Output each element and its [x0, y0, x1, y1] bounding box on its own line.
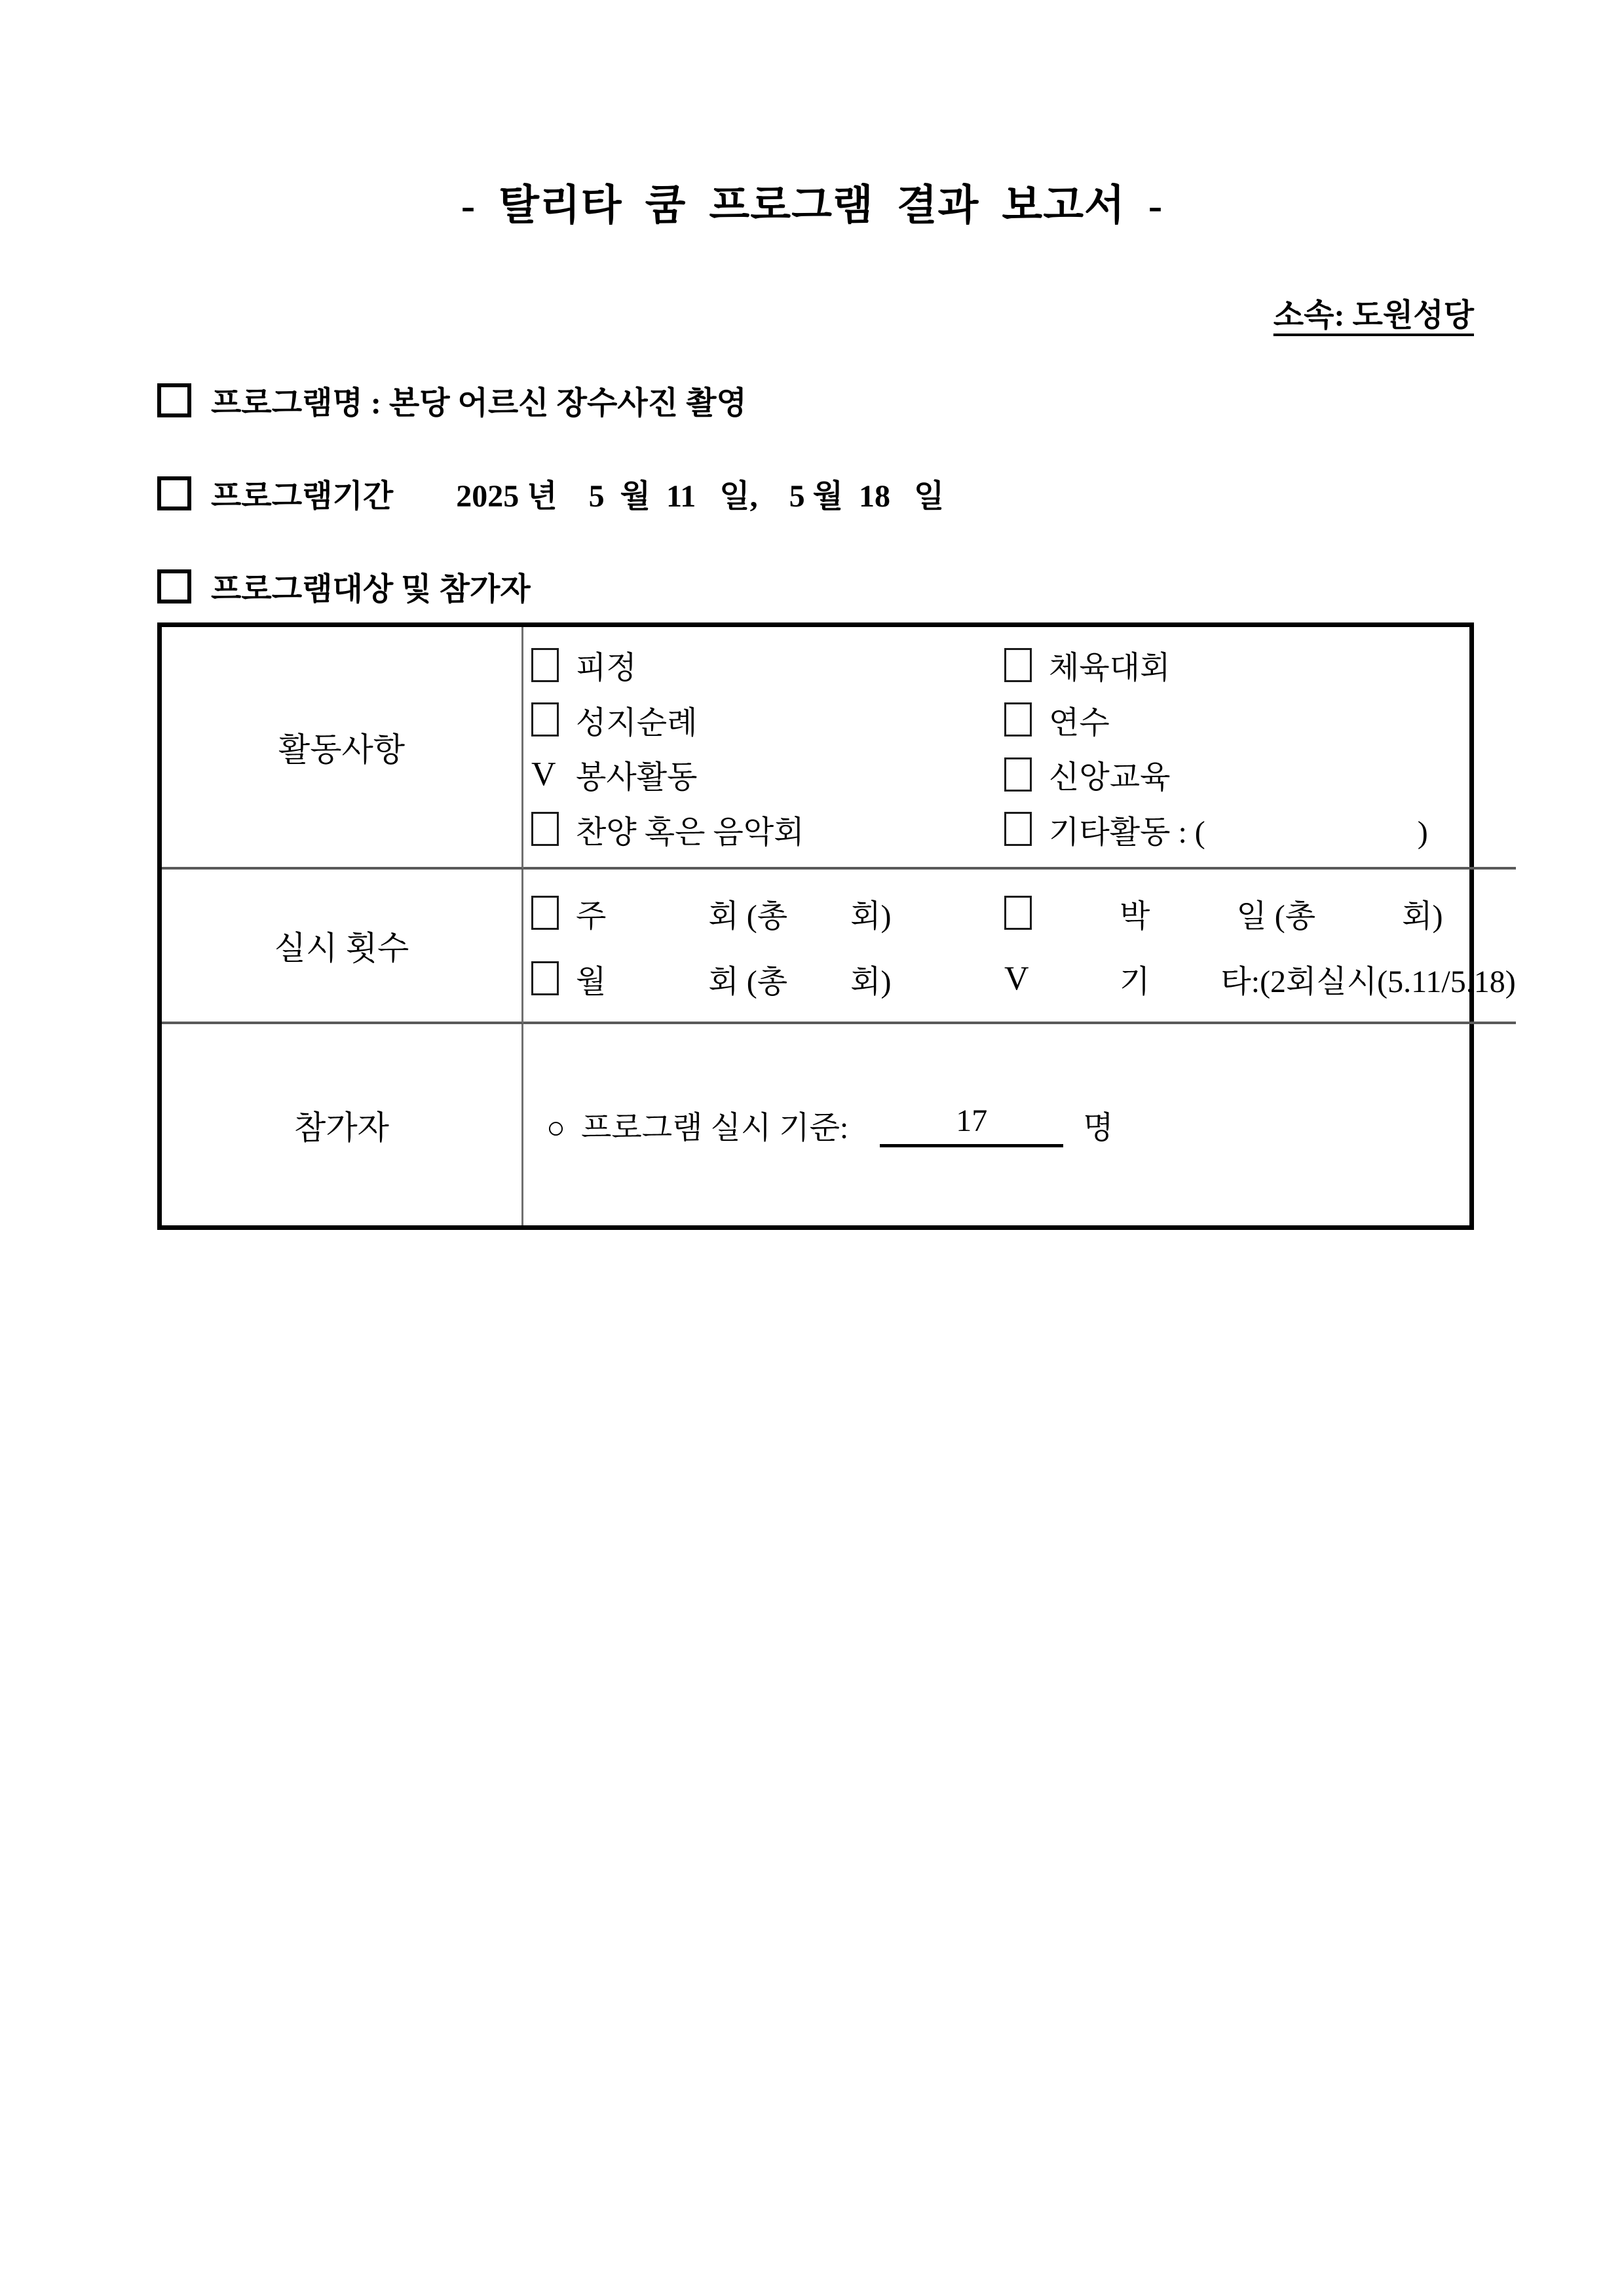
participants-criteria-text: ○ 프로그램 실시 기준: [546, 1111, 849, 1145]
frequency-option-other-checked [1004, 946, 1516, 1011]
activity-option-yeonsu [1004, 693, 1516, 748]
activity-content-cell [523, 627, 1516, 870]
checkbox-icon [531, 702, 559, 737]
program-period-line [157, 470, 944, 516]
activity-option-chanyang [531, 802, 1004, 857]
option-label: 월 회 (총 회) [576, 964, 892, 999]
frequency-option-weekly [531, 880, 1004, 946]
checkbox-icon [1004, 648, 1032, 682]
option-label: 체육대회 [1049, 651, 1171, 686]
checkbox-icon [531, 812, 559, 846]
activity-label-cell [162, 627, 523, 870]
checkbox-icon [531, 961, 559, 995]
checkbox-icon [1004, 896, 1032, 930]
participants-label-cell [162, 1024, 523, 1225]
program-name-line [157, 377, 747, 423]
option-label: 봉사활동 [576, 760, 698, 795]
participants-unit: 명 [1083, 1111, 1114, 1145]
checkbox-icon [1004, 812, 1032, 846]
program-period-text: 프로그램기간 2025 년 5 월 11 일, 5 월 18 일 [211, 479, 945, 514]
activity-option-seongji [531, 693, 1004, 748]
option-label: 성지순례 [576, 705, 698, 740]
participants-label: 참가자 [294, 1109, 389, 1146]
option-label: 찬양 혹은 음악회 [576, 814, 804, 850]
activity-option-pijeong [531, 638, 1004, 693]
frequency-label-cell [162, 870, 523, 1024]
program-name-text: 프로그램명 : 본당 어르신 장수사진 촬영 [211, 386, 747, 421]
square-bullet-icon [157, 476, 191, 510]
option-label: 박 일 (총 회) [1049, 898, 1443, 934]
option-label: 기타활동 : ( ) [1049, 814, 1428, 850]
v-checkmark: V [1004, 959, 1029, 997]
activity-option-bongsa-checked [531, 747, 1004, 802]
frequency-content-cell [523, 870, 1516, 1024]
page-title: - 탈리타 쿰 프로그램 결과 보고서 - [461, 182, 1163, 229]
activity-option-cheyuk [1004, 638, 1516, 693]
v-checkmark: V [531, 756, 556, 794]
frequency-option-overnight [1004, 880, 1516, 946]
checkbox-icon [1004, 702, 1032, 737]
option-label: 주 회 (총 회) [576, 898, 892, 934]
option-label: 피정 [576, 651, 637, 686]
program-target-text: 프로그램대상 및 참가자 [211, 572, 531, 607]
participants-count-blank: 17 [880, 1103, 1063, 1147]
option-label: 연수 [1049, 705, 1110, 740]
program-table [157, 622, 1516, 1230]
checkbox-icon [531, 896, 559, 930]
frequency-label: 실시 횟수 [274, 930, 409, 966]
option-label: 기 타:(2회실시(5.11/5.18) [1049, 964, 1516, 999]
participants-content-cell [523, 1024, 1516, 1225]
program-target-line [157, 564, 531, 609]
checkbox-icon [531, 648, 559, 682]
option-label: 신앙교육 [1049, 760, 1171, 795]
square-bullet-icon [157, 383, 191, 417]
square-bullet-icon [157, 569, 191, 603]
activity-option-gita [1004, 802, 1516, 857]
activity-option-sinang [1004, 747, 1516, 802]
activity-label: 활동사항 [278, 731, 406, 768]
checkbox-icon [1004, 757, 1032, 792]
affiliation-text: 소속: 도원성당 [1273, 298, 1474, 333]
frequency-option-monthly [531, 946, 1004, 1011]
